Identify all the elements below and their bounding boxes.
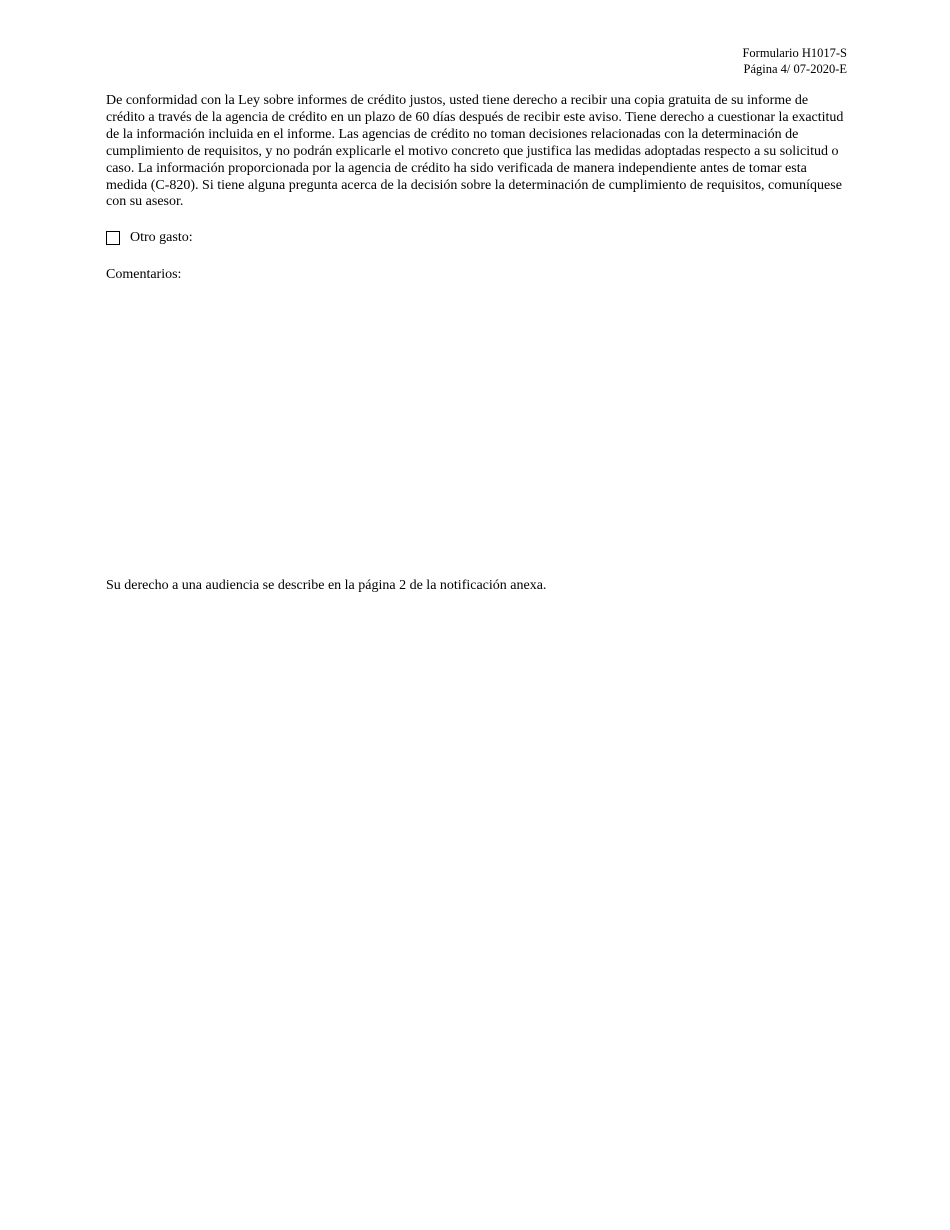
paragraph-line: cumplimiento de requisitos, y no podrán explicarle el motivo concreto que justifica las medidas adoptadas respecto a su solicitud o [106, 143, 839, 159]
form-header [742, 45, 847, 77]
page-number: Página 4/ 07-2020-E [743, 62, 847, 76]
form-id: Formulario H1017-S [742, 46, 847, 60]
other-expense-label: Otro gasto: [130, 230, 193, 245]
paragraph-line: caso. La información proporcionada por la agencia de crédito ha sido verificada de manera independiente antes de tomar esta [106, 160, 807, 176]
paragraph-line: crédito a través de la agencia de crédito en un plazo de 60 días después de recibir este aviso. Tiene derecho a cuestionar la exactitud [106, 109, 844, 125]
paragraph-line: con su asesor. [106, 194, 184, 210]
other-expense-checkbox[interactable] [106, 231, 120, 245]
paragraph-line: De conformidad con la Ley sobre informes de crédito justos, usted tiene derecho a recibir una copia gratuita de su informe de [106, 93, 809, 108]
paragraph-line: medida (C-820). Si tiene alguna pregunta acerca de la decisión sobre la determinación de cumplimiento de requisitos, comuníquese [106, 177, 842, 193]
paragraph-line: de la información incluida en el informe. Las agencias de crédito no toman decisiones relacionadas con la determinación de [106, 126, 799, 142]
comments-label: Comentarios: [106, 267, 182, 282]
hearing-note: Su derecho a una audiencia se describe en la página 2 de la notificación anexa. [106, 578, 547, 593]
other-expense-option[interactable] [106, 230, 193, 246]
credit-report-notice [106, 93, 866, 211]
